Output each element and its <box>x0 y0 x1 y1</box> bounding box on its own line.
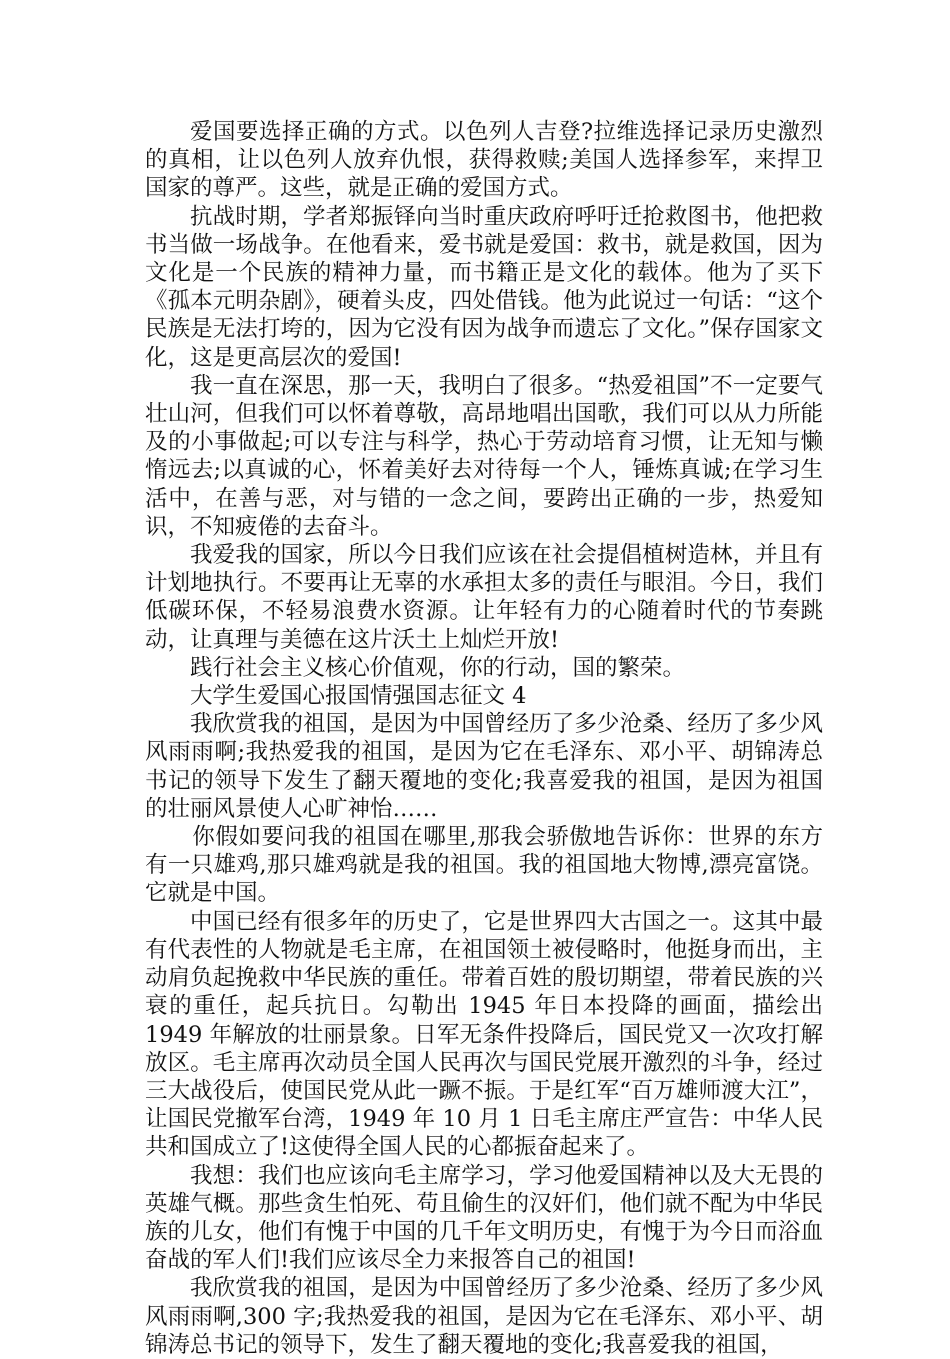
paragraph: 我爱我的国家，所以今日我们应该在社会提倡植树造林，并且有计划地执行。不要再让无辜的水承担太多的责任与眼泪。今日，我们低碳环保，不轻易浪费水资源。让年轻有力的心随着时代的节奏跳动，让真理与美德在这片沃土上灿烂开放! <box>145 542 823 653</box>
paragraph: 我欣赏我的祖国，是因为中国曾经历了多少沧桑、经历了多少风风雨雨啊;我热爱我的祖国，是因为它在毛泽东、邓小平、胡锦涛总书记的领导下发生了翻天覆地的变化;我喜爱我的祖国，是因为祖国的壮丽风景使人心旷神怡…… <box>145 711 823 822</box>
paragraph: 践行社会主义核心价值观，你的行动，国的繁荣。 <box>190 654 686 681</box>
paragraph: 我欣赏我的祖国，是因为中国曾经历了多少沧桑、经历了多少风风雨雨啊,300 字;我热爱我的祖国，是因为它在毛泽东、邓小平、胡锦涛总书记的领导下，发生了翻天覆地的变化;我喜爱我的祖国， <box>145 1275 823 1358</box>
document-page <box>145 118 823 1359</box>
paragraph: 你假如要问我的祖国在哪里,那我会骄傲地告诉你：世界的东方有一只雄鸡,那只雄鸡就是我的祖国。我的祖国地大物博,漂亮富饶。它就是中国。 <box>145 824 823 907</box>
paragraph: 中国已经有很多年的历史了，它是世界四大古国之一。这其中最有代表性的人物就是毛主席，在祖国领土被侵略时，他挺身而出，主动肩负起挽救中华民族的重任。带着百姓的殷切期望，带着民族的兴衰的重任，起兵抗日。勾勒出 1945 年日本投降的画面，描绘出 1949 年解放的壮丽景象。日军无条件投降后，国民党又一次攻打解放区。毛主席再次动员全国人民再次与国民党展开激烈的斗争，经过三大战役后，使国民党从此一蹶不振。于是红军“百万雄师渡大江”，让国民党撤军台湾，1949 年 10 月 1 日毛主席庄严宣告：中华人民共和国成立了!这使得全国人民的心都振奋起来了。 <box>145 908 823 1161</box>
section-heading: 大学生爱国心报国情强国志征文 4 <box>190 683 527 710</box>
paragraph: 我想：我们也应该向毛主席学习，学习他爱国精神以及大无畏的英雄气概。那些贪生怕死、苟且偷生的汉奸们，他们就不配为中华民族的儿女，他们有愧于中国的几千年文明历史，有愧于为今日而浴血奋战的军人们!我们应该尽全力来报答自己的祖国! <box>145 1162 823 1274</box>
paragraph: 我一直在深思，那一天，我明白了很多。“热爱祖国”不一定要气壮山河，但我们可以怀着尊敬，高昂地唱出国歌，我们可以从力所能及的小事做起;可以专注与科学，热心于劳动培育习惯，让无知与懒惰远去;以真诚的心，怀着美好去对待每一个人，锤炼真诚;在学习生活中，在善与恶，对与错的一念之间，要跨出正确的一步，热爱知识，不知疲倦的去奋斗。 <box>145 372 823 540</box>
paragraph: 抗战时期，学者郑振铎向当时重庆政府呼吁迁抢救图书，他把救书当做一场战争。在他看来，爱书就是爱国：救书，就是救国，因为文化是一个民族的精神力量，而书籍正是文化的载体。他为了买下《孤本元明杂剧》，硬着头皮，四处借钱。他为此说过一句话：“这个民族是无法打垮的，因为它没有因为战争而遗忘了文化。”保存国家文化，这是更高层次的爱国! <box>145 203 823 371</box>
paragraph: 爱国要选择正确的方式。以色列人吉登?拉维选择记录历史激烈的真相，让以色列人放弃仇恨，获得救赎;美国人选择参军，来捍卫国家的尊严。这些，就是正确的爱国方式。 <box>145 119 823 202</box>
